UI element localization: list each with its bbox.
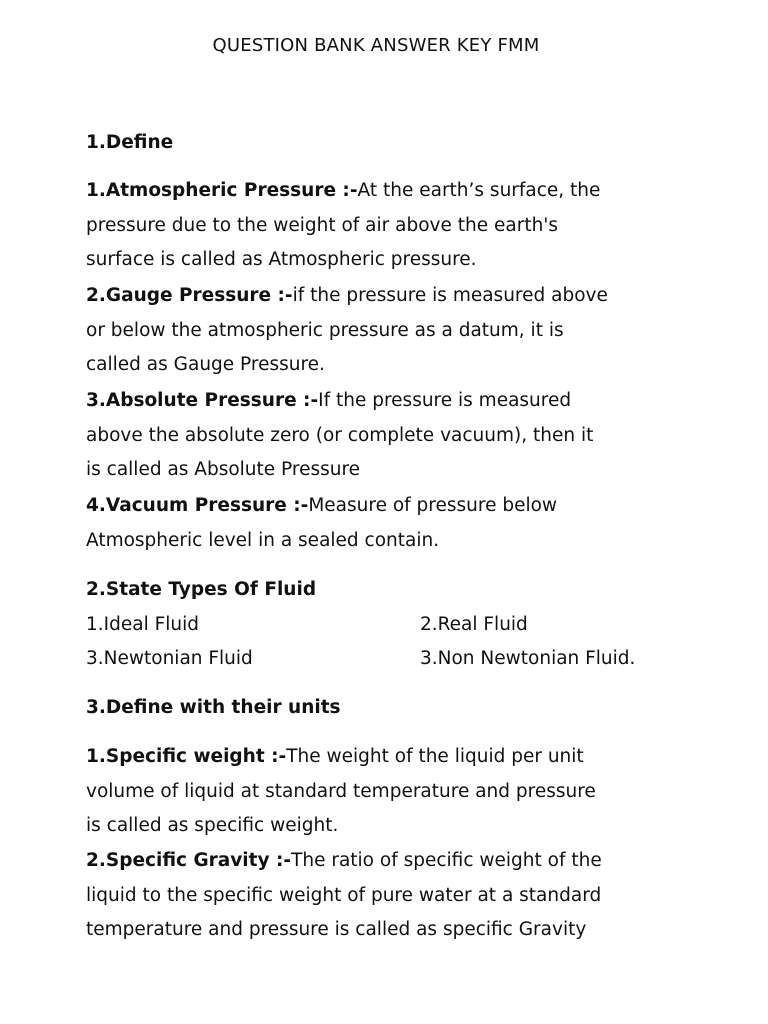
definition-first-line bbox=[86, 384, 706, 419]
definition-vacuum-pressure bbox=[86, 489, 706, 558]
definition-term: 2.Specific Gravity :- bbox=[86, 850, 292, 871]
fluid-type-item: 2.Real Fluid bbox=[420, 614, 528, 635]
definition-first-line bbox=[86, 489, 706, 524]
definition-specific-weight bbox=[86, 740, 706, 844]
definition-first-line bbox=[86, 844, 706, 879]
fluid-type-item: 3.Non Newtonian Fluid. bbox=[420, 648, 636, 669]
fluid-types-row bbox=[86, 642, 706, 676]
definition-term: 2.Gauge Pressure :- bbox=[86, 285, 293, 306]
definition-absolute-pressure bbox=[86, 384, 706, 488]
definition-line: is called as Absolute Pressure bbox=[86, 459, 361, 480]
definition-line: or below the atmospheric pressure as a datum, it is bbox=[86, 319, 564, 341]
definition-text: The weight of the liquid per unit bbox=[286, 746, 584, 767]
definition-first-line bbox=[86, 740, 706, 775]
definition-term: 1.Specific weight :- bbox=[86, 746, 287, 767]
definition-term: 3.Absolute Pressure :- bbox=[86, 390, 319, 411]
definition-atmospheric-pressure bbox=[86, 174, 706, 278]
definition-text: Measure of pressure below bbox=[308, 495, 558, 516]
definition-first-line bbox=[86, 174, 706, 209]
definition-text: If the pressure is measured bbox=[318, 390, 572, 411]
definition-first-line bbox=[86, 279, 706, 314]
definition-line: Atmospheric level in a sealed contain. bbox=[86, 529, 440, 551]
document-title: QUESTION BANK ANSWER KEY FMM bbox=[212, 35, 540, 56]
definition-line: called as Gauge Pressure. bbox=[86, 354, 325, 375]
fluid-types-row bbox=[86, 608, 706, 642]
definition-text: The ratio of specific weight of the bbox=[291, 850, 602, 871]
definition-line: volume of liquid at standard temperature and pressure bbox=[86, 780, 596, 802]
definition-line: temperature and pressure is called as specific Gravity bbox=[86, 919, 587, 940]
definition-text: if the pressure is measured above bbox=[292, 285, 608, 306]
fluid-types-list bbox=[86, 608, 706, 676]
fluid-type-item: 3.Newtonian Fluid bbox=[86, 648, 253, 669]
fluid-type-item: 1.Ideal Fluid bbox=[86, 614, 199, 635]
definition-line: above the absolute zero (or complete vacuum), then it bbox=[86, 424, 594, 446]
definition-line: pressure due to the weight of air above the earth's bbox=[86, 214, 559, 236]
q1-heading: 1.Define bbox=[86, 132, 174, 153]
definition-line: liquid to the specific weight of pure water at a standard bbox=[86, 884, 602, 906]
definition-text: At the earth’s surface, the bbox=[357, 180, 601, 201]
definition-line: is called as specific weight. bbox=[86, 815, 339, 836]
definition-term: 1.Atmospheric Pressure :- bbox=[86, 180, 358, 201]
definition-specific-gravity bbox=[86, 844, 706, 948]
definition-gauge-pressure bbox=[86, 279, 706, 383]
q3-heading: 3.Define with their units bbox=[86, 697, 341, 718]
definition-line: surface is called as Atmospheric pressure. bbox=[86, 249, 477, 270]
q2-heading: 2.State Types Of Fluid bbox=[86, 579, 317, 600]
definition-term: 4.Vacuum Pressure :- bbox=[86, 495, 309, 516]
